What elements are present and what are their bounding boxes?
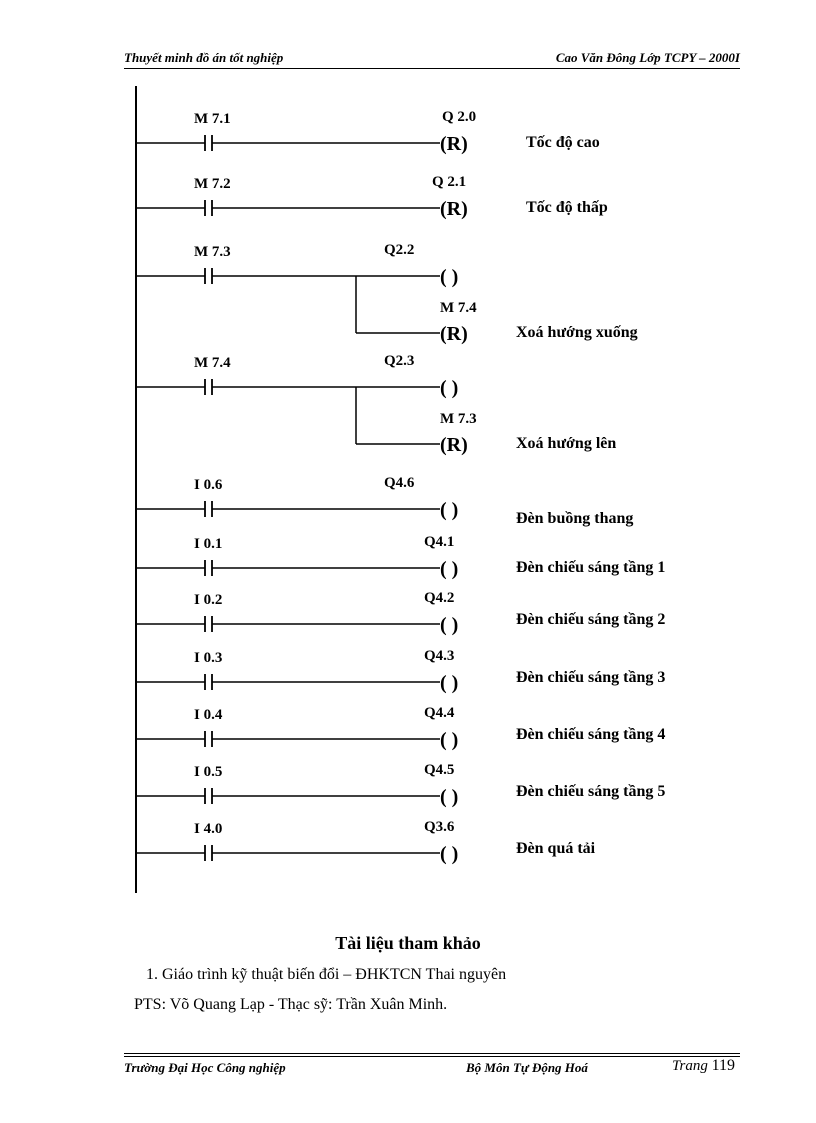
rung-5-contact-label: I 0.1: [194, 536, 223, 552]
rung-3-coil-label: Q2.3: [384, 353, 415, 369]
rung-6-coil-label: Q4.2: [424, 590, 455, 606]
rung-3-branch-coil-label: M 7.3: [440, 411, 477, 427]
rung-8-coil: ( ): [440, 729, 459, 751]
rung-4-comment: Đèn buồng thang: [516, 510, 634, 527]
footer-rule-top: [124, 1053, 740, 1054]
rung-10-contact-label: I 4.0: [194, 821, 223, 837]
rung-9-contact-label: I 0.5: [194, 764, 223, 780]
rung-8-coil-label: Q4.4: [424, 705, 455, 721]
rung-2-branch-comment: Xoá hướng xuống: [516, 324, 638, 341]
header-left: Thuyết minh đồ án tốt nghiệp: [124, 50, 284, 65]
rung-8-comment: Đèn chiếu sáng tầng 4: [516, 726, 666, 743]
rung-0-coil-label: Q 2.0: [442, 109, 477, 125]
rung-6-comment: Đèn chiếu sáng tầng 2: [516, 611, 666, 628]
rung-7-contact-label: I 0.3: [194, 650, 223, 666]
rung-4-contact-label: I 0.6: [194, 477, 223, 493]
rung-2-contact-label: M 7.3: [194, 244, 231, 260]
rung-8-contact-label: I 0.4: [194, 707, 223, 723]
rung-2-branch-coil: (R): [440, 323, 468, 345]
rung-2-coil-label: Q2.2: [384, 242, 415, 258]
rung-3-contact-label: M 7.4: [194, 355, 231, 371]
rung-10-coil: ( ): [440, 843, 459, 865]
rung-2-coil: ( ): [440, 266, 459, 288]
rung-10-comment: Đèn quá tải: [516, 840, 596, 857]
footer-page-number: 119: [711, 1057, 736, 1074]
footer-middle: Bộ Môn Tự Động Hoá: [466, 1060, 588, 1075]
rung-9-coil-label: Q4.5: [424, 762, 455, 778]
rung-7-comment: Đèn chiếu sáng tầng 3: [516, 669, 666, 686]
rung-0-contact-label: M 7.1: [194, 111, 231, 127]
rung-4-coil: ( ): [440, 499, 459, 521]
rung-9-comment: Đèn chiếu sáng tầng 5: [516, 783, 666, 800]
footer-page: [672, 1057, 735, 1075]
rung-3-branch-comment: Xoá hướng lên: [516, 435, 617, 452]
rung-3-branch-coil: (R): [440, 434, 468, 456]
rung-1-coil-label: Q 2.1: [432, 174, 467, 190]
footer-left: Trường Đại Học Công nghiệp: [124, 1060, 286, 1075]
rung-5-coil: ( ): [440, 558, 459, 580]
references-title: Tài liệu tham khảo: [335, 933, 481, 953]
rung-6-contact-label: I 0.2: [194, 592, 223, 608]
footer-page-label: Trang: [672, 1058, 708, 1074]
rung-1-comment: Tốc độ thấp: [526, 199, 608, 216]
rung-7-coil-label: Q4.3: [424, 648, 455, 664]
rung-0-comment: Tốc độ cao: [526, 134, 600, 151]
rung-1-coil: (R): [440, 198, 468, 220]
rung-10-coil-label: Q3.6: [424, 819, 455, 835]
rung-1-contact-label: M 7.2: [194, 176, 231, 192]
rung-2-branch-coil-label: M 7.4: [440, 300, 477, 316]
reference-item-1-authors: PTS: Võ Quang Lạp - Thạc sỹ: Trần Xuân Minh.: [134, 996, 448, 1013]
rung-3-coil: ( ): [440, 377, 459, 399]
reference-item-1: 1. Giáo trình kỹ thuật biến đổi – ĐHKTCN Thai nguyên: [146, 966, 507, 983]
ladder-rungs: [137, 109, 665, 865]
rung-9-coil: ( ): [440, 786, 459, 808]
header-right: Cao Văn Đông Lớp TCPY – 2000I: [555, 50, 740, 65]
rung-0-coil: (R): [440, 133, 468, 155]
footer-rule-bottom: [124, 1056, 740, 1057]
rung-6-coil: ( ): [440, 614, 459, 636]
rung-5-coil-label: Q4.1: [424, 534, 455, 550]
rung-5-comment: Đèn chiếu sáng tầng 1: [516, 559, 666, 576]
rung-4-coil-label: Q4.6: [384, 475, 415, 491]
rung-7-coil: ( ): [440, 672, 459, 694]
